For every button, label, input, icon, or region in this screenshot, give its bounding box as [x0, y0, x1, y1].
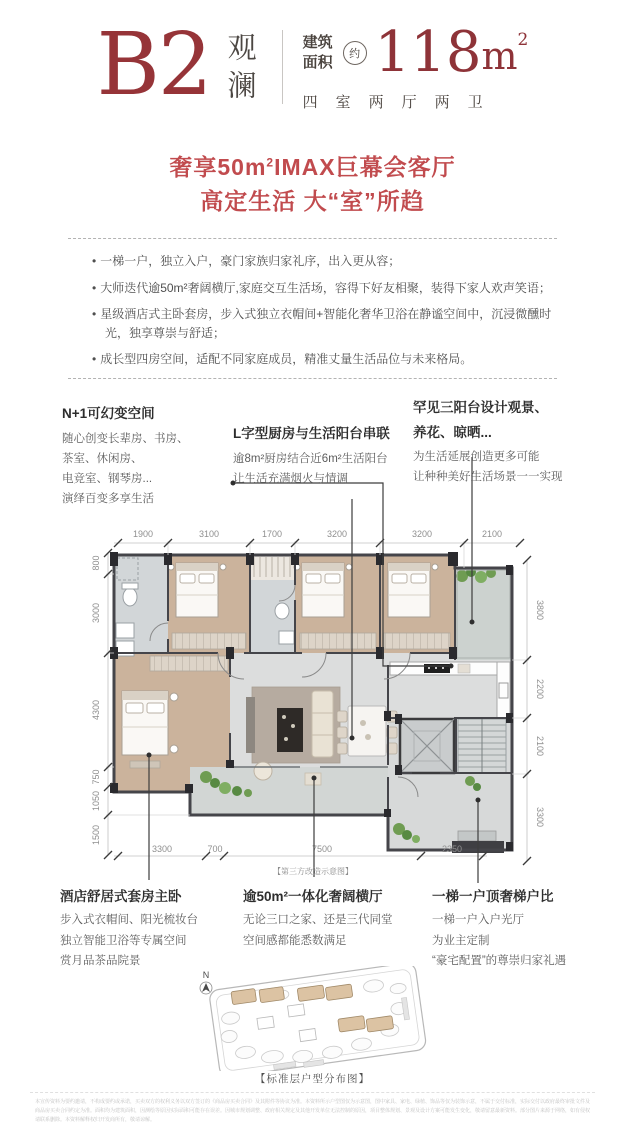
- plan-id: [96, 15, 262, 115]
- selling-point: • 大师迭代逾50m²奢阔横厅,家庭交互生活场，容得下好友相聚，装得下家人欢声笑语；: [92, 280, 551, 295]
- dashed-divider-top: [68, 238, 557, 239]
- svg-text:N: N: [202, 970, 210, 980]
- svg-text:1500: 1500: [91, 824, 101, 846]
- feature-private-elevator: 一梯一户顶奢梯户比 一梯一户入户光厅 为业主定制 “豪宅配置”的尊崇归家礼遇: [432, 889, 567, 968]
- callout-title: 罕见三阳台设计观景、: [413, 400, 548, 415]
- callout-flex-space: N+1可幻变空间 随心创变长辈房、书房、 茶室、休闲房、 电竞室、钢琴房... 演绎百变多享生活: [62, 404, 227, 509]
- svg-text:1900: 1900: [132, 529, 154, 539]
- approx-badge: 约: [343, 41, 367, 65]
- slogan-line1: 奢享$50m^2IMAX$巨幕会客厅: [169, 154, 456, 180]
- callout-title: 养花、晾晒...: [413, 424, 492, 440]
- dashed-divider-bottom: [68, 378, 557, 379]
- stairs: [458, 719, 506, 773]
- north-arrow-icon: [200, 970, 212, 994]
- feature-living-hall: 逾50m²一体化奢阔横厅 无论三口之家、还是三代同堂 空间感都能悉数满足: [243, 889, 393, 947]
- site-layout: [209, 966, 427, 1071]
- svg-text:800: 800: [91, 555, 101, 571]
- area-label: 建筑 面积: [302, 33, 333, 71]
- svg-text:2200: 2200: [535, 678, 545, 700]
- legal-disclaimer: 本宣传资料为要约邀请，不构成要约或承诺，买卖双方的权利义务以双方签订的《商品房买卖合同》及其附件等协议为准。本资料所示户型图仅为示意图，图中家具、家电、绿植、饰品等仅为装饰示意，不属于交付标准，实际交付以政府最终审批文件及商品房买卖合同约定为准。面积均为建筑面积，因测绘等原因实际面积可能存在误差。因城市规划调整、政府相关规定及其他开发单位无法控制的原因，项目整体规划、景观及设计方案可能发生变化，敬请留意最新资料。部分图片来源于网络，如有侵权请联系删除。本资料解释权归开发商所有，敬请谅解。: [35, 1099, 591, 1123]
- svg-text:4300: 4300: [91, 699, 101, 721]
- feature-master-suite: 酒店舒居式套房主卧 步入式衣帽间、阳光梳妆台 独立智能卫浴等专属空间 赏月品茶品院景: [60, 889, 198, 968]
- bed-bedroom4: [388, 563, 438, 617]
- svg-text:2350: 2350: [441, 844, 463, 854]
- svg-text:3200: 3200: [411, 529, 433, 539]
- layout-summary: 四室两厅两卫: [302, 93, 501, 112]
- header: [0, 15, 625, 115]
- area-value: 118 m 2: [374, 20, 529, 85]
- callout-kitchen: L字型厨房与生活阳台串联 逾8m²厨房结合近6m²生活阳台 让生活充满烟火与情调: [233, 424, 418, 489]
- svg-text:2100: 2100: [535, 735, 545, 757]
- selling-points: [92, 252, 573, 377]
- slogan-line2: 高定生活 大“室”所趋: [200, 188, 425, 215]
- svg-text:3300: 3300: [535, 806, 545, 828]
- svg-text:3100: 3100: [198, 529, 220, 539]
- footer-divider: [30, 1092, 595, 1093]
- svg-text:3000: 3000: [91, 602, 101, 624]
- svg-text:2100: 2100: [481, 529, 503, 539]
- svg-text:1050: 1050: [91, 790, 101, 812]
- selling-point: • 星级酒店式主卧套房，步入式独立衣帽间+智能化奢华卫浴在静谧空间中，沉浸微醺时光，独享尊崇与舒适；: [92, 307, 552, 340]
- bed-bedroom2: [168, 563, 226, 617]
- svg-text:7500: 7500: [311, 844, 333, 854]
- callout-title: N+1可幻变空间: [62, 406, 155, 421]
- elevator-shaft: [400, 719, 454, 773]
- svg-text:3800: 3800: [535, 599, 545, 621]
- svg-text:3200: 3200: [326, 529, 348, 539]
- selling-point: • 成长型四房空间，适配不同家庭成员，精准丈量生活品位与未来格局。: [92, 352, 473, 367]
- plan-code: B2: [96, 15, 211, 115]
- svg-text:3300: 3300: [151, 844, 173, 854]
- header-divider: [282, 30, 283, 104]
- svg-text:750: 750: [91, 769, 101, 785]
- floor-plan-caption: 【第三方改造示意图】: [273, 867, 353, 876]
- svg-text:700: 700: [207, 844, 223, 854]
- site-plan: [192, 966, 437, 1071]
- slogan: [0, 150, 625, 218]
- callout-balconies: 罕见三阳台设计观景、 养花、晾晒... 为生活延展创造更多可能 让种种美好生活场景一一实现: [413, 398, 583, 487]
- site-plan-caption: 【标准层户型分布图】: [255, 1073, 370, 1085]
- callout-title: L字型厨房与生活阳台串联: [233, 426, 390, 441]
- selling-point: • 一梯一户，独立入户，豪门家族归家礼序，出入更从容；: [92, 254, 401, 268]
- header-area-block: [302, 20, 529, 112]
- bed-bedroom3: [294, 563, 352, 617]
- plan-name: 观澜: [223, 32, 258, 108]
- svg-text:1700: 1700: [261, 529, 283, 539]
